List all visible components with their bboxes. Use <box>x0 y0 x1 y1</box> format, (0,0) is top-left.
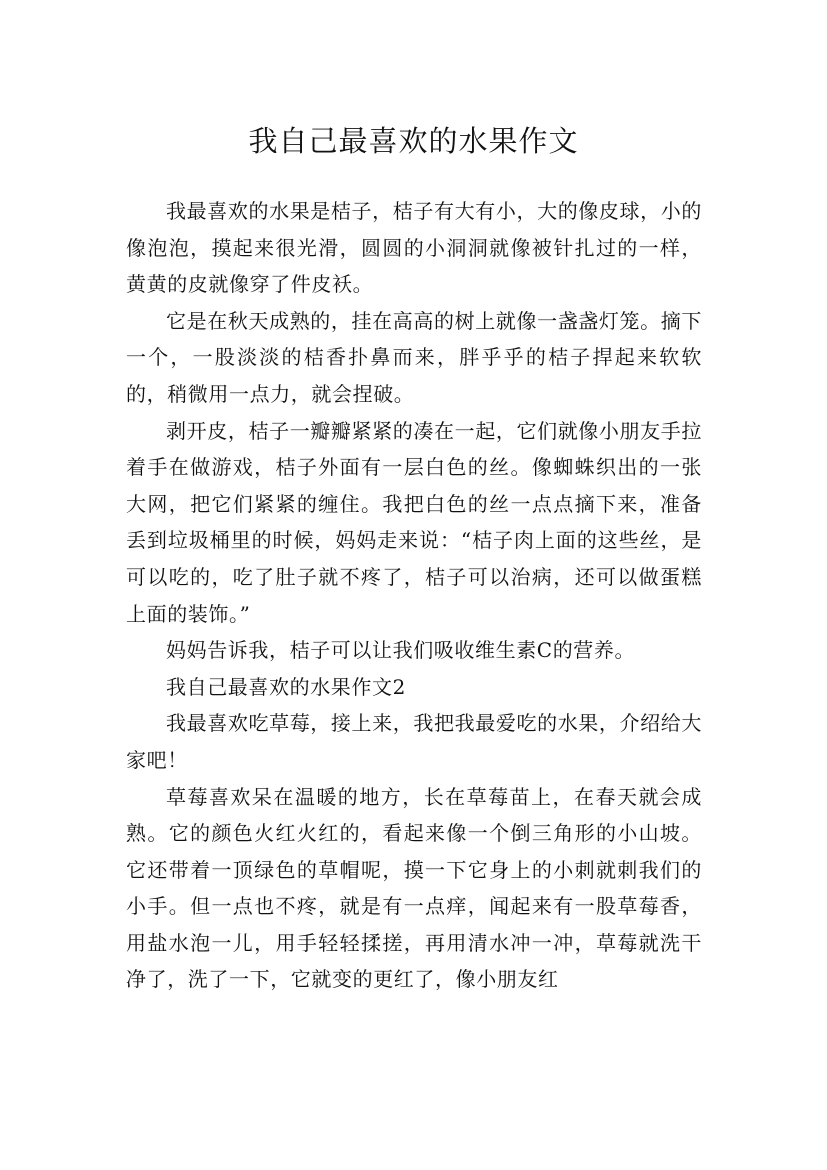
section-heading-2: 我自己最喜欢的水果作文2 <box>166 674 406 699</box>
paragraph-1: 我最喜欢的水果是桔子，桔子有大有小，大的像皮球，小的像泡泡，摸起来很光滑，圆圆的小洞洞就像被针扎过的一样，黄黄的皮就像穿了件皮袄。 <box>126 199 702 297</box>
paragraph-4: 妈妈告诉我，桔子可以让我们吸收维生素C的营养。 <box>166 638 636 663</box>
paragraph-5: 我最喜欢吃草莓，接上来，我把我最爱吃的水果，介绍给大家吧！ <box>126 711 702 772</box>
paragraph-3: 剥开皮，桔子一瓣瓣紧紧的凑在一起，它们就像小朋友手拉着手在做游戏，桔子外面有一层白色的丝。像蜘蛛织出的一张大网，把它们紧紧的缠住。我把白色的丝一点点摘下来，准备丢到垃圾桶里的时候，妈妈走来说：“桔子肉上面的这些丝，是可以吃的，吃了肚子就不疼了，桔子可以治病，还可以做蛋糕上面的装饰。” <box>126 418 702 626</box>
document-body <box>126 193 702 998</box>
paragraph-2: 它是在秋天成熟的，挂在高高的树上就像一盏盏灯笼。摘下一个，一股淡淡的桔香扑鼻而来，胖乎乎的桔子捍起来软软的，稍微用一点力，就会捏破。 <box>126 308 702 406</box>
paragraph-6: 草莓喜欢呆在温暖的地方，长在草莓苗上，在春天就会成熟。它的颜色火红火红的，看起来像一个倒三角形的小山坡。它还带着一顶绿色的草帽呢，摸一下它身上的小刺就刺我们的小手。但一点也不疼，就是有一点痒，闻起来有一股草莓香，用盐水泡一儿，用手轻轻揉搓，再用清水冲一冲，草莓就洗干净了，洗了一下，它就变的更红了，像小朋友红 <box>126 784 702 992</box>
document-title: 我自己最喜欢的水果作文 <box>248 124 579 159</box>
